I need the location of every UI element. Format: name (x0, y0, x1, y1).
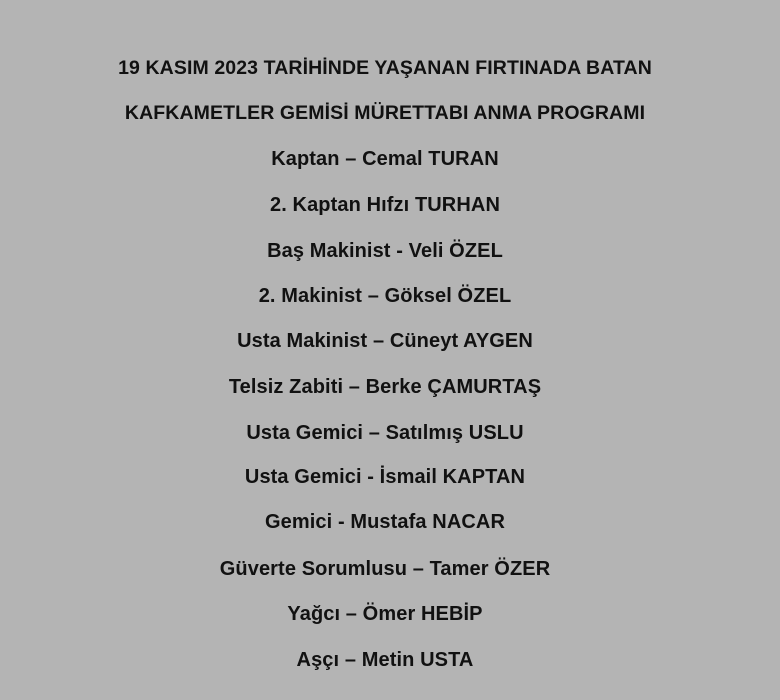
crew-member-bas-makinist: Baş Makinist - Veli ÖZEL (267, 240, 503, 262)
crew-member-asci: Aşçı – Metin USTA (296, 649, 474, 671)
crew-member-gemici: Gemici - Mustafa NACAR (264, 511, 505, 533)
crew-member-2-makinist: 2. Makinist – Göksel ÖZEL (258, 285, 512, 307)
crew-member-2-kaptan: 2. Kaptan Hıfzı TURHAN (270, 194, 500, 216)
crew-member-kaptan: Kaptan – Cemal TURAN (271, 148, 499, 170)
document-title-line-1: 19 KASIM 2023 TARİHİNDE YAŞANAN FIRTINADA BATAN (118, 57, 652, 79)
crew-member-usta-gemici-1: Usta Gemici – Satılmış USLU (246, 422, 524, 444)
document-title-line-2: KAFKAMETLER GEMİSİ MÜRETTABI ANMA PROGRAMI (124, 102, 646, 124)
crew-member-usta-gemici-2: Usta Gemici - İsmail KAPTAN (244, 466, 526, 488)
crew-member-telsiz-zabiti: Telsiz Zabiti – Berke ÇAMURTAŞ (228, 376, 542, 398)
crew-member-usta-makinist: Usta Makinist – Cüneyt AYGEN (237, 330, 533, 352)
crew-member-yagci: Yağcı – Ömer HEBİP (287, 603, 483, 625)
crew-member-guverte-sorumlusu: Güverte Sorumlusu – Tamer ÖZER (219, 558, 551, 580)
